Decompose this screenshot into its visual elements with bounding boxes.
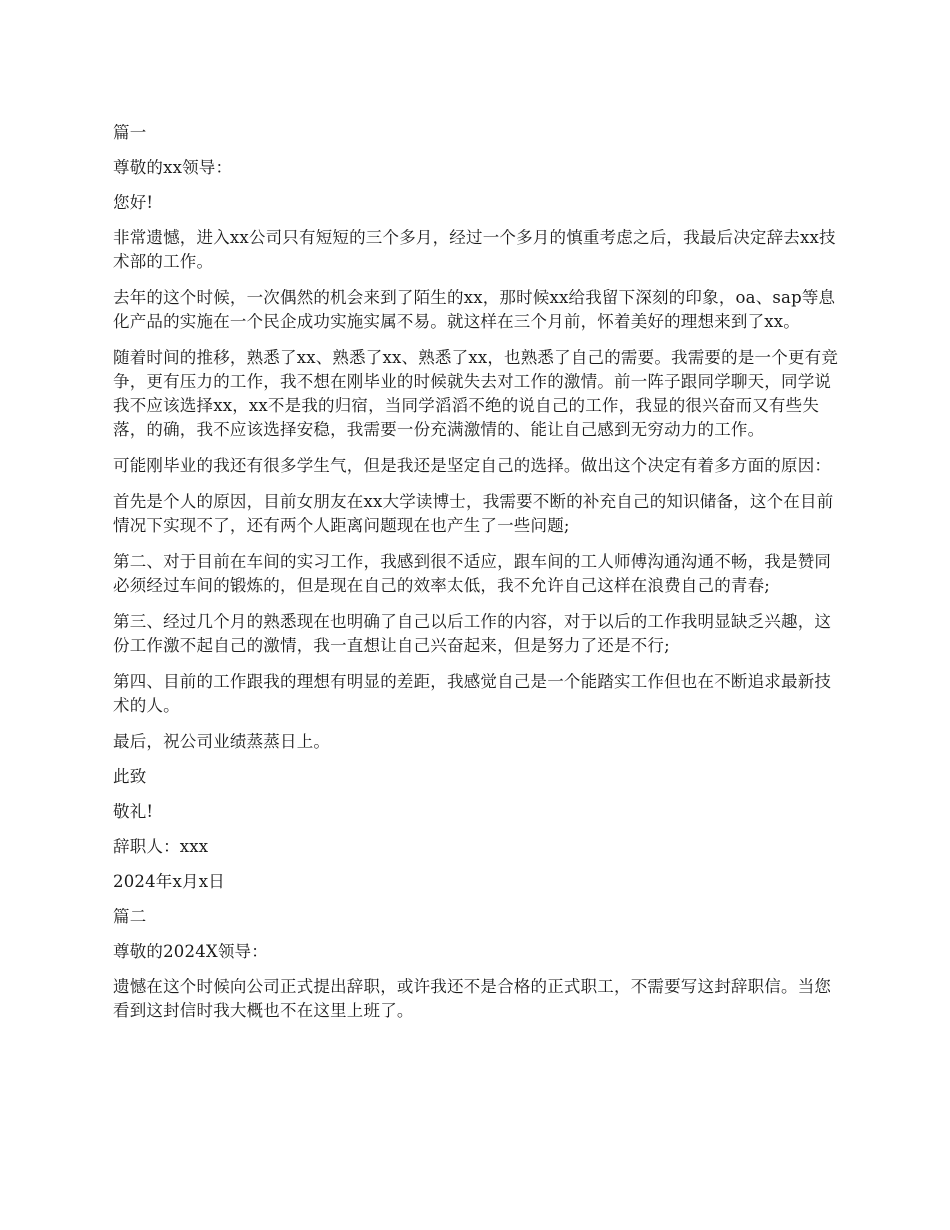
section-heading-1: 篇一	[113, 123, 147, 142]
paragraph-reason-fourth: 第四、目前的工作跟我的理想有明显的差距，我感觉自己是一个能踏实工作但也在不断追求最新技术的人。	[113, 672, 832, 715]
paragraph-reason-first: 首先是个人的原因，目前女朋友在xx大学读博士，我需要不断的补充自己的知识储备，这个在目前情况下实现不了，还有两个人距离问题现在也产生了一些问题;	[113, 492, 834, 535]
signature-date: 2024年x月x日	[113, 872, 225, 891]
closing-cizhi: 此致	[113, 767, 147, 786]
closing-jingli: 敬礼!	[113, 802, 154, 821]
salutation-2: 尊敬的2024X领导：	[113, 942, 268, 961]
paragraph-reasons-intro: 可能刚毕业的我还有很多学生气，但是我还是坚定自己的选择。做出这个决定有着多方面的原因：	[113, 456, 832, 475]
paragraph-section2-intro: 遗憾在这个时候向公司正式提出辞职，或许我还不是合格的正式职工，不需要写这封辞职信。当您看到这封信时我大概也不在这里上班了。	[113, 977, 832, 1020]
paragraph-intro: 非常遗憾，进入xx公司只有短短的三个多月，经过一个多月的慎重考虑之后，我最后决定辞去xx技术部的工作。	[113, 228, 836, 271]
document-body	[113, 121, 840, 1035]
paragraph-reason-third: 第三、经过几个月的熟悉现在也明确了自己以后工作的内容，对于以后的工作我明显缺乏兴趣，这份工作激不起自己的激情，我一直想让自己兴奋起来，但是努力了还是不行;	[113, 612, 832, 655]
section-heading-2: 篇二	[113, 907, 147, 926]
paragraph-over-time: 随着时间的推移，熟悉了xx、熟悉了xx、熟悉了xx，也熟悉了自己的需要。我需要的是一个更有竞争，更有压力的工作，我不想在刚毕业的时候就失去对工作的激情。前一阵子跟同学聊天，同学说我不应该选择xx，xx不是我的归宿，当同学滔滔不绝的说自己的工作，我显的很兴奋而又有些失落，的确，我不应该选择安稳，我需要一份充满激情的、能让自己感到无穷动力的工作。	[113, 348, 839, 439]
paragraph-reason-second: 第二、对于目前在车间的实习工作，我感到很不适应，跟车间的工人师傅沟通沟通不畅，我是赞同必须经过车间的锻炼的，但是现在自己的效率太低，我不允许自己这样在浪费自己的青春;	[113, 552, 832, 595]
closing-wish: 最后，祝公司业绩蒸蒸日上。	[113, 732, 331, 751]
greeting: 您好!	[113, 193, 154, 212]
paragraph-last-year: 去年的这个时候，一次偶然的机会来到了陌生的xx，那时候xx给我留下深刻的印象，oa、sap等息化产品的实施在一个民企成功实施实属不易。就这样在三个月前，怀着美好的理想来到了xx。	[113, 288, 836, 331]
salutation-1: 尊敬的xx领导：	[113, 158, 233, 177]
signature-name: 辞职人：xxx	[113, 837, 209, 856]
